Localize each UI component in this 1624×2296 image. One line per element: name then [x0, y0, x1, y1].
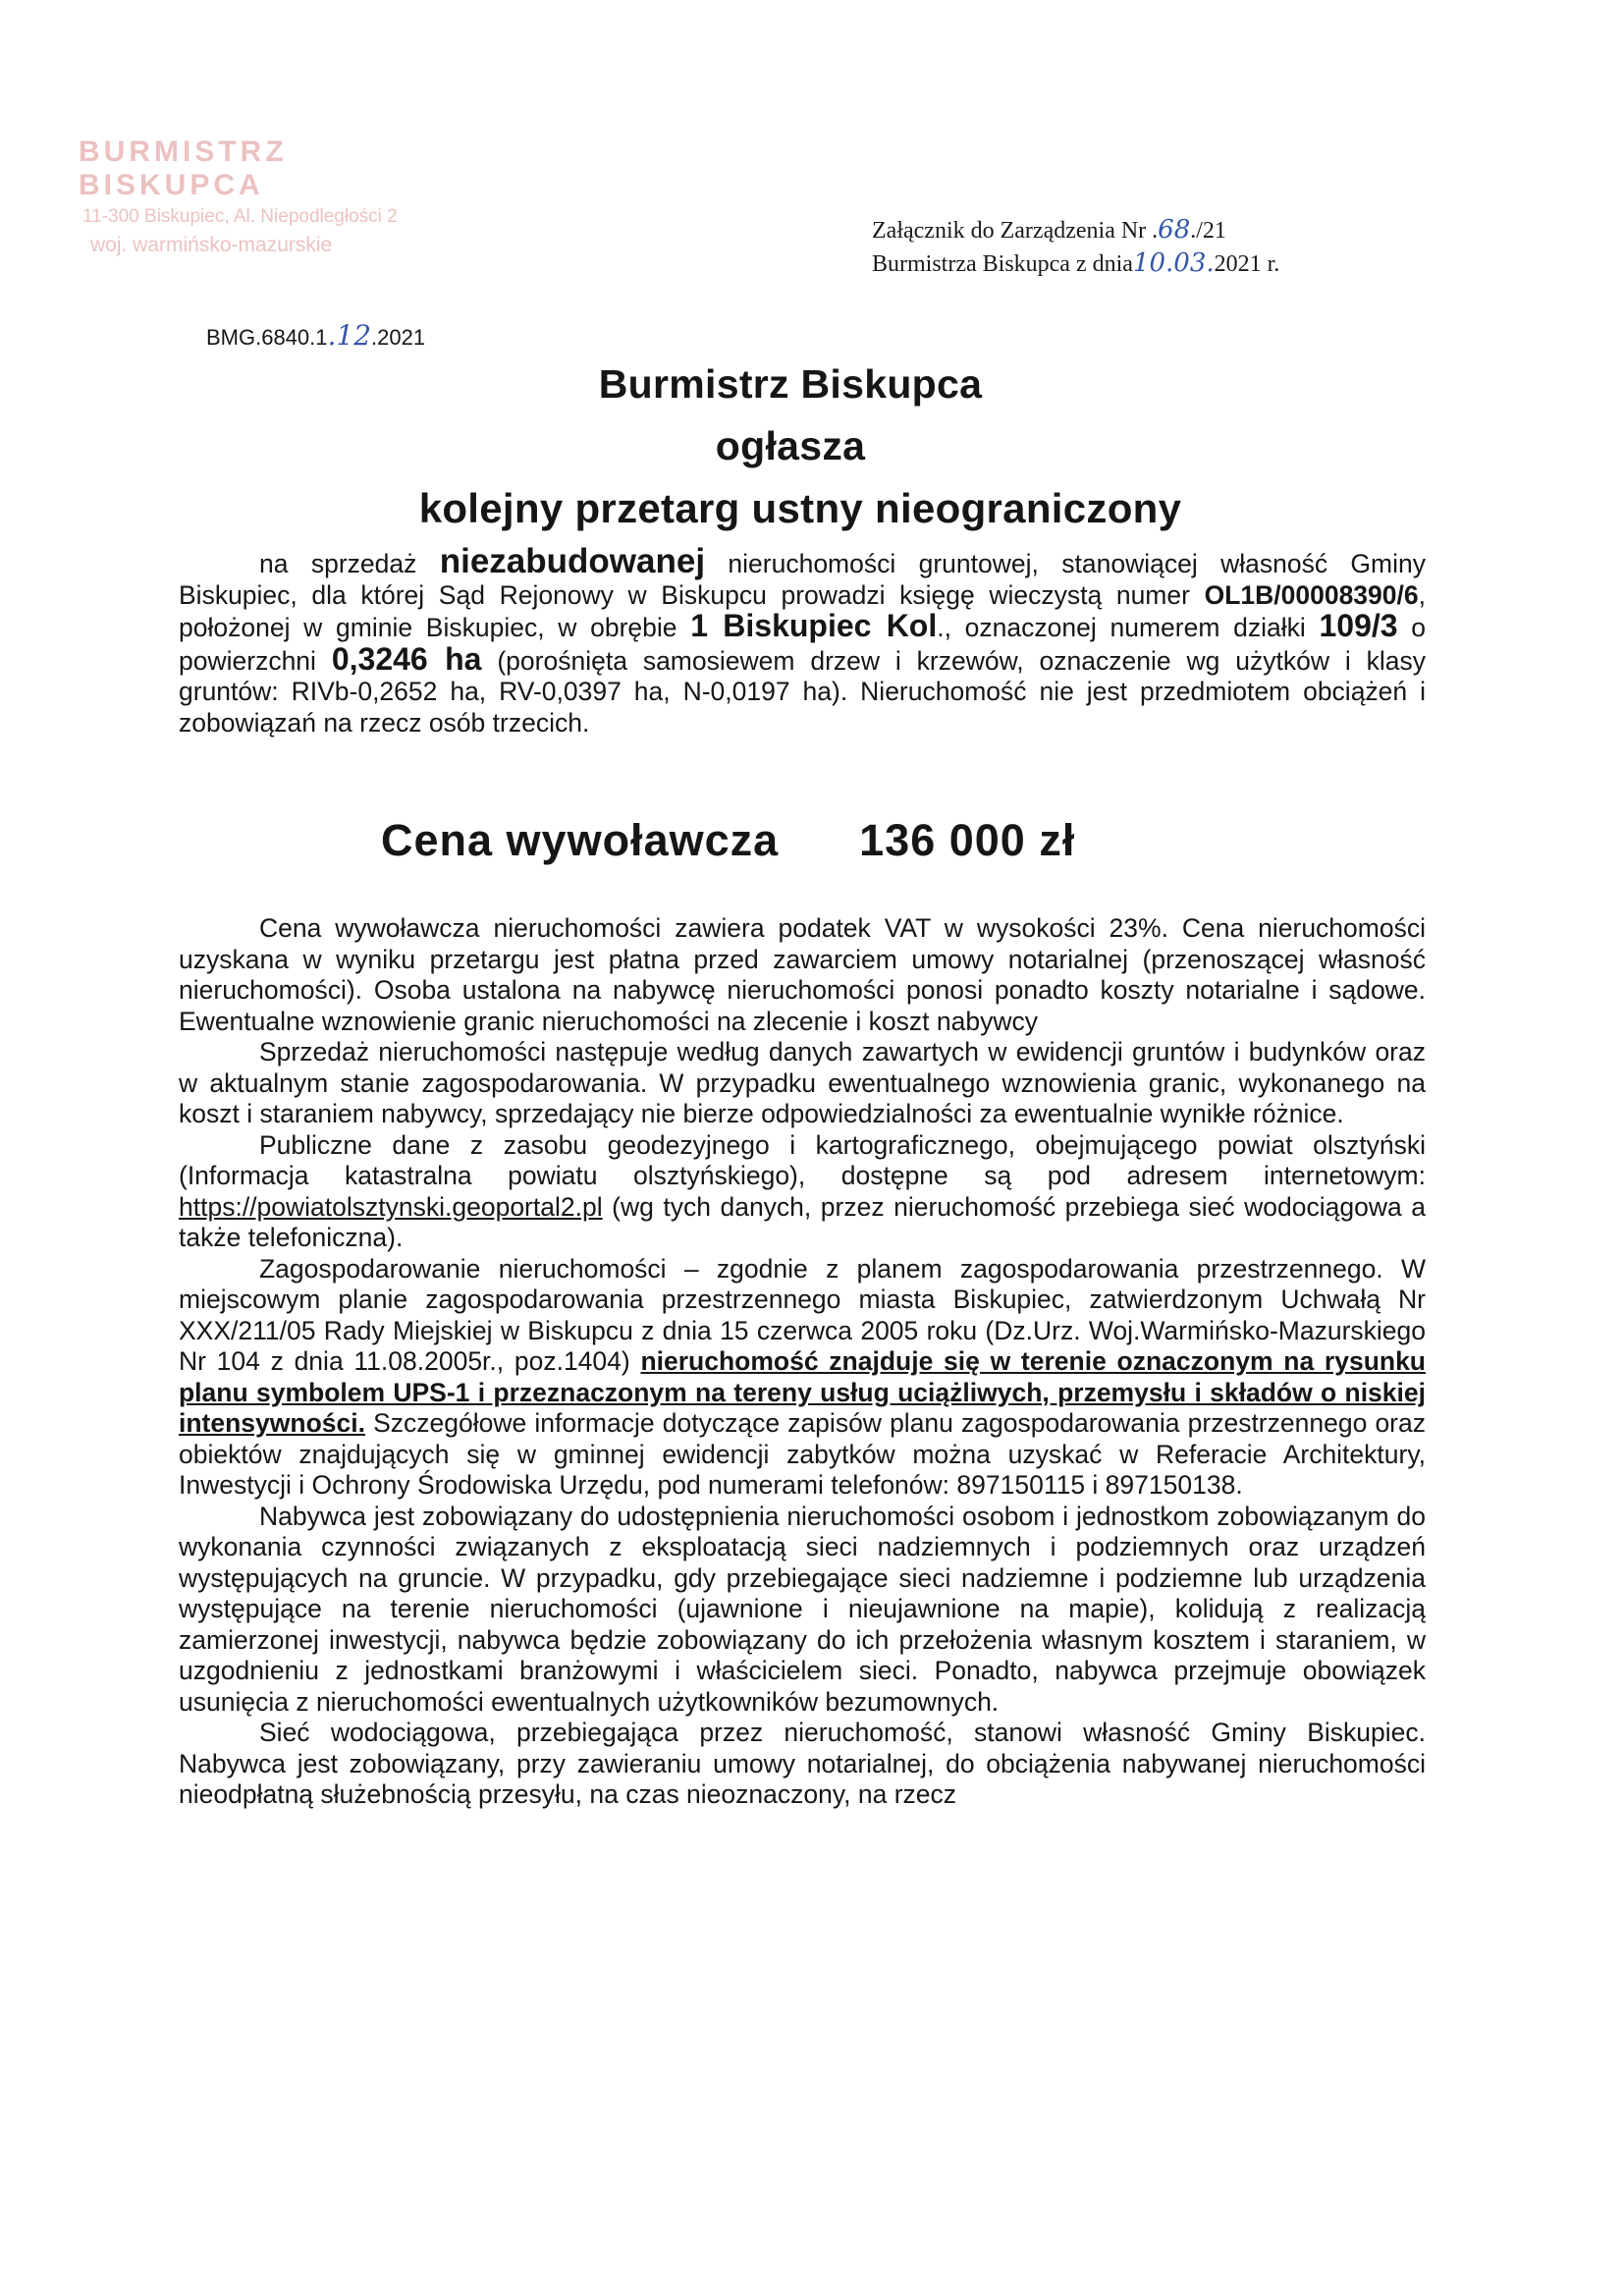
- intro-paragraph: na sprzedaż niezabudowanej nieruchomości gruntowej, stanowiącej własność Gminy Biskupiec, dla której Sąd Rejonowy w Biskupcu prowadzi księgę wieczystą numer OL1B/00008390/6, położonej w gminie Biskupiec, w obrębie 1 Biskupiec Kol., oznaczonej numerem działki 109/3 o powierzchni 0,3246 ha (porośnięta samosiewem drzew i krzewów, oznaczenie wg użytków i klasy gruntów: RIVb-0,2652 ha, RV-0,0397 ha, N-0,0197 ha). Nieruchomość nie jest przedmiotem obciążeń i zobowiązań na rzecz osób trzecich.: [179, 542, 1427, 738]
- reference-number: BMG.6840.1.12.2021: [206, 319, 426, 352]
- office-stamp: [61, 136, 473, 257]
- land-register-number: OL1B/00008390/6: [1204, 579, 1419, 610]
- handwritten-order-number: 68: [1158, 215, 1191, 245]
- price-label: Cena wywoławcza: [381, 815, 780, 865]
- main-text: [179, 913, 1426, 1811]
- page-title: Burmistrz Biskupca: [598, 361, 983, 407]
- attachment-note: [872, 214, 1279, 281]
- precinct: 1 Biskupiec Kol: [690, 608, 938, 643]
- handwritten-reference: .12: [327, 319, 372, 352]
- plot-area: 0,3246 ha: [331, 640, 482, 677]
- stamp-line-2: 11-300 Biskupiec, Al. Niepodległości 2: [82, 206, 398, 227]
- page-subtitle: ogłasza: [715, 423, 866, 468]
- price-amount: 136 000: [859, 815, 1026, 865]
- stamp-line-3: woj. warmińsko-mazurskie: [90, 234, 333, 256]
- attachment-line-1: Załącznik do Zarządzenia Nr .68./21: [872, 215, 1226, 245]
- attachment-line-2: Burmistrza Biskupca z dnia10.03.2021 r.: [872, 248, 1280, 278]
- geoportal-link[interactable]: https://powiatolsztynski.geoportal2.pl: [179, 1191, 603, 1222]
- property-type: niezabudowanej: [439, 542, 706, 580]
- zoning-designation: nieruchomość znajduje się w terenie oznaczonym na rysunku planu symbolem UPS-1 i przeznaczonym na tereny usług uciążliwych, przemysłu i składów o niskiej intensywności.: [179, 1346, 1426, 1438]
- paragraph-networks: Nabywca jest zobowiązany do udostępnienia nieruchomości osobom i jednostkom zobowiązanym do wykonania czynności związanych z eksploatacją sieci nadziemnych i podziemnych oraz urządzeń występujących na gruncie. W przypadku, gdy przebiegające sieci nadziemne i podziemne lub urządzenia występujące na terenie nieruchomości (ujawnione i nieujawnione na mapie), kolidują z realizacją zamierzonej inwestycji, nabywca będzie zobowiązany do ich przełożenia własnym kosztem i staraniem, w uzgodnieniu z jednostkami branżowymi i właścicielem sieci. Ponadto, nabywca przejmuje obowiązek usunięcia z nieruchomości ewentualnych użytkowników bezumownych.: [179, 1501, 1426, 1717]
- plot-number: 109/3: [1319, 608, 1398, 643]
- handwritten-date: 10.03.: [1132, 248, 1215, 278]
- paragraph-vat: Cena wywoławcza nieruchomości zawiera podatek VAT w wysokości 23%. Cena nieruchomości uzyskana w wyniku przetargu jest płatna przed zawarciem umowy notarialnej (przenoszącej własność nieruchomości). Osoba ustalona na nabywcę nieruchomości ponosi ponadto koszty notarialne i sądowe. Ewentualne wznowienie granic nieruchomości na zlecenie i koszt nabywcy: [179, 913, 1426, 1036]
- paragraph-water-network: Sieć wodociągowa, przebiegająca przez nieruchomość, stanowi własność Gminy Biskupiec. Nabywca jest zobowiązany, przy zawieraniu umowy notarialnej, do obciążenia nabywanej nieruchomości nieodpłatną służebnością przesyłu, na czas nieoznaczony, na rzecz: [179, 1718, 1426, 1809]
- paragraph-zoning: Zagospodarowanie nieruchomości – zgodnie z planem zagospodarowania przestrzennego. W miejscowym planie zagospodarowania przestrzennego miasta Biskupiec, zatwierdzonym Uchwałą Nr XXX/211/05 Rady Miejskiej w Biskupcu z dnia 15 czerwca 2005 roku (Dz.Urz. Woj.Warmińsko-Mazurskiego Nr 104 z dnia 11.08.2005r., poz.1404) nieruchomość znajduje się w terenie oznaczonym na rysunku planu symbolem UPS-1 i przeznaczonym na tereny usług uciążliwych, przemysłu i składów o niskiej intensywności. Szczegółowe informacje dotyczące zapisów planu zagospodarowania przestrzennego oraz obiektów znajdujących się w gminnej ewidencji zabytków można uzyskać w Referacie Architektury, Inwestycji i Ochrony Środowiska Urzędu, pod numerami telefonów: 897150115 i 897150138.: [179, 1253, 1426, 1500]
- starting-price: [381, 815, 1075, 866]
- announcement-heading: kolejny przetarg ustny nieograniczony: [418, 485, 1182, 531]
- paragraph-registry: Sprzedaż nieruchomości następuje według danych zawartych w ewidencji gruntów i budynków oraz w aktualnym stanie zagospodarowania. W przypadku ewentualnego wznowienia granic, wykonanego na koszt i staraniem nabywcy, sprzedający nie bierze odpowiedzialności za ewentualnie wynikłe różnice.: [179, 1037, 1426, 1128]
- paragraph-geodesy: Publiczne dane z zasobu geodezyjnego i kartograficznego, obejmującego powiat olsztyński (Informacja katastralna powiatu olsztyńskiego), dostępne są pod adresem internetowym: https://powiatolsztynski.geoportal2.pl (wg tych danych, przez nieruchomość przebiega sieć wodociągowa a także telefoniczna).: [179, 1129, 1426, 1252]
- stamp-line-1: BURMISTRZ BISKUPCA: [79, 136, 288, 201]
- price-currency: zł: [1039, 815, 1076, 865]
